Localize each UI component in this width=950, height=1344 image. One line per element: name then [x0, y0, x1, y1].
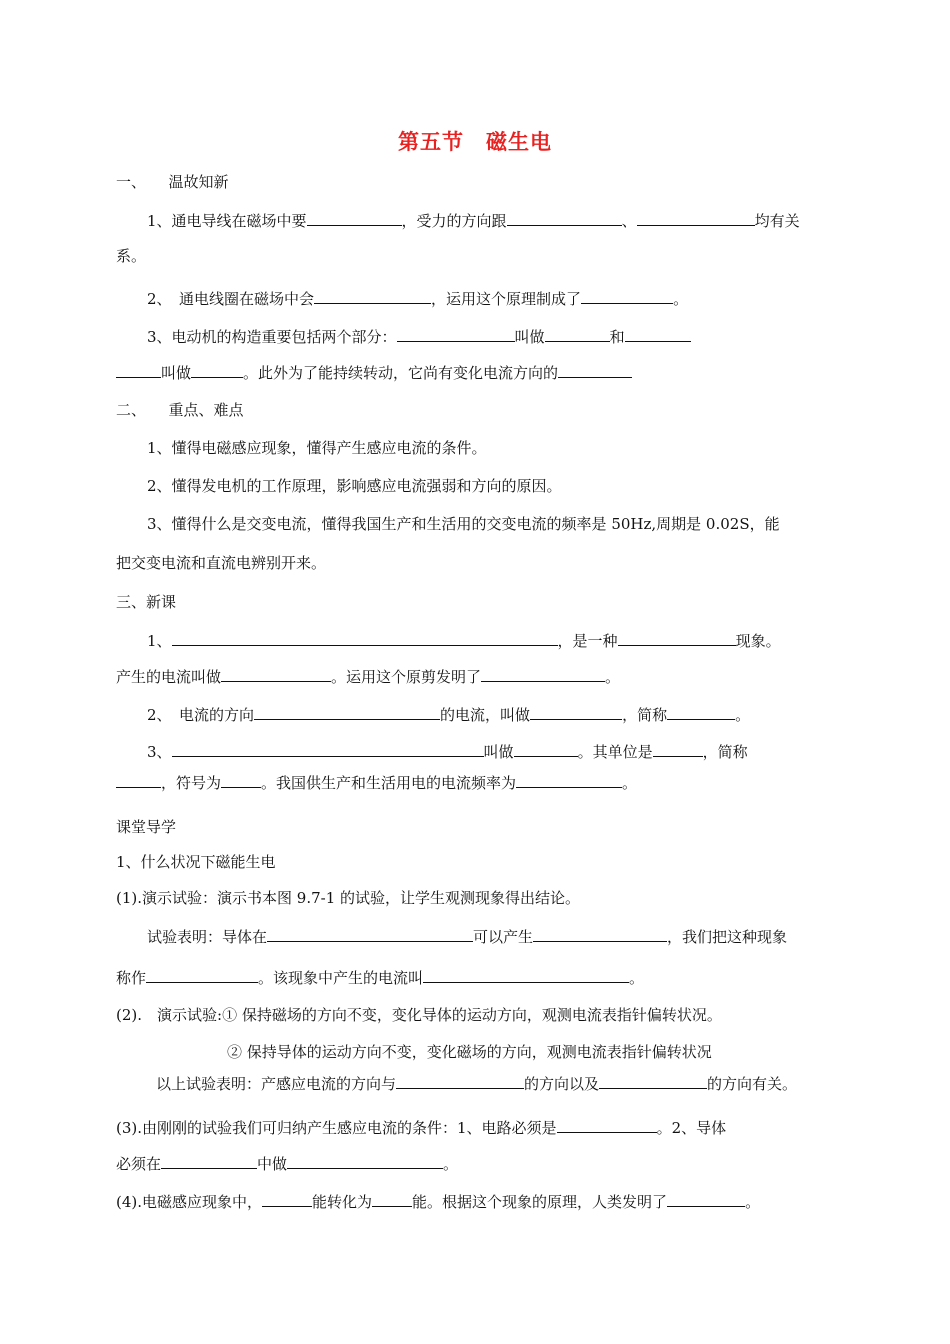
- answer-blank[interactable]: [172, 741, 484, 757]
- answer-blank[interactable]: [396, 1073, 524, 1089]
- experiment-1-result: 试验表明：导体在 可以产生 ，我们把这种现象: [147, 928, 788, 946]
- page-title: 第五节 磁生电: [398, 130, 552, 154]
- answer-blank[interactable]: [116, 772, 161, 788]
- answer-blank[interactable]: [287, 1153, 443, 1169]
- answer-blank[interactable]: [653, 741, 703, 757]
- experiment-2: (2). 演示试验:① 保持磁场的方向不变，变化导体的运动方向，观测电流表指针偏转状况。: [116, 1006, 722, 1024]
- guide-heading: 课堂导学: [116, 818, 177, 836]
- newlesson-1-cont: 产生的电流叫做 。运用这个原剪发明了 。: [116, 668, 621, 686]
- keypoint-3: 3、懂得什么是交变电流，懂得我国生产和生活用的交变电流的频率是 50Hz,周期是 0.02S，能: [147, 515, 780, 533]
- answer-blank[interactable]: [191, 362, 243, 378]
- question-1: 1、通电导线在磁场中要 ，受力的方向跟 、 均有关: [147, 212, 800, 230]
- answer-blank[interactable]: [481, 666, 605, 682]
- question-2: 2、 通电线圈在磁场中会 ，运用这个原理制成了 。: [147, 290, 689, 308]
- answer-blank[interactable]: [116, 362, 161, 378]
- answer-blank[interactable]: [161, 1153, 257, 1169]
- answer-blank[interactable]: [397, 326, 515, 342]
- answer-blank[interactable]: [581, 288, 673, 304]
- answer-blank[interactable]: [221, 666, 331, 682]
- answer-blank[interactable]: [267, 926, 473, 942]
- answer-blank[interactable]: [637, 210, 755, 226]
- section-heading-newlesson: 三、新课: [116, 593, 177, 611]
- question-1-cont: 系。: [116, 247, 147, 265]
- answer-blank[interactable]: [667, 1191, 745, 1207]
- guide-subheading-1: 1、什么状况下磁能生电: [116, 853, 276, 871]
- answer-blank[interactable]: [423, 967, 629, 983]
- answer-blank[interactable]: [221, 772, 261, 788]
- experiment-1-result-cont: 称作 。该现象中产生的电流叫 。: [116, 969, 645, 987]
- keypoint-2: 2、懂得发电机的工作原理，影响感应电流强弱和方向的原因。: [147, 477, 562, 495]
- answer-blank[interactable]: [545, 326, 610, 342]
- newlesson-1: 1、 ，是一种 现象。: [147, 632, 781, 650]
- answer-blank[interactable]: [516, 772, 622, 788]
- section-heading-keypoints: 二、 重点、难点: [116, 401, 244, 419]
- answer-blank[interactable]: [307, 210, 402, 226]
- question-3: 3、电动机的构造重要包括两个部分： 叫做 和: [147, 326, 691, 347]
- answer-blank[interactable]: [262, 1191, 312, 1207]
- answer-blank[interactable]: [558, 362, 632, 378]
- experiment-3: (3).由刚刚的试验我们可归纳产生感应电流的条件：1、电路必须是 。2、导体: [116, 1119, 727, 1137]
- answer-blank[interactable]: [372, 1191, 412, 1207]
- section-heading-review: 一、 温故知新: [116, 173, 229, 191]
- newlesson-2: 2、 电流的方向 的电流，叫做 ，简称 。: [147, 706, 751, 724]
- keypoint-1: 1、懂得电磁感应现象，懂得产生感应电流的条件。: [147, 439, 487, 457]
- answer-blank[interactable]: [314, 288, 431, 304]
- answer-blank[interactable]: [533, 926, 667, 942]
- answer-blank[interactable]: [599, 1073, 707, 1089]
- answer-blank[interactable]: [618, 630, 736, 646]
- answer-blank[interactable]: [172, 630, 558, 646]
- keypoint-3-cont: 把交变电流和直流电辨别开来。: [116, 554, 327, 572]
- experiment-3-cont: 必须在 中做 。: [116, 1155, 459, 1173]
- newlesson-3: 3、 叫做 。其单位是 ，简称: [147, 743, 748, 761]
- answer-blank[interactable]: [667, 704, 735, 720]
- answer-blank[interactable]: [254, 704, 440, 720]
- experiment-2-step-2: ② 保持导体的运动方向不变，变化磁场的方向，观测电流表指针偏转状况: [227, 1043, 712, 1061]
- experiment-2-result: 以上试验表明：产感应电流的方向与 的方向以及 的方向有关。: [156, 1075, 798, 1093]
- answer-blank[interactable]: [530, 704, 622, 720]
- answer-blank[interactable]: [146, 967, 258, 983]
- answer-blank[interactable]: [507, 210, 622, 226]
- question-3-cont: 叫做 。此外为了能持续转动，它尚有变化电流方向的: [116, 362, 632, 383]
- answer-blank[interactable]: [514, 741, 578, 757]
- answer-blank[interactable]: [557, 1117, 657, 1133]
- experiment-4: (4).电磁感应现象中， 能转化为 能。根据这个现象的原理，人类发明了 。: [116, 1193, 761, 1211]
- answer-blank[interactable]: [625, 326, 691, 342]
- experiment-1: (1).演示试验：演示书本图 9.7-1 的试验，让学生观测现象得出结论。: [116, 889, 581, 907]
- newlesson-3-cont: ，符号为 。我国供生产和生活用电的电流频率为 。: [116, 772, 637, 793]
